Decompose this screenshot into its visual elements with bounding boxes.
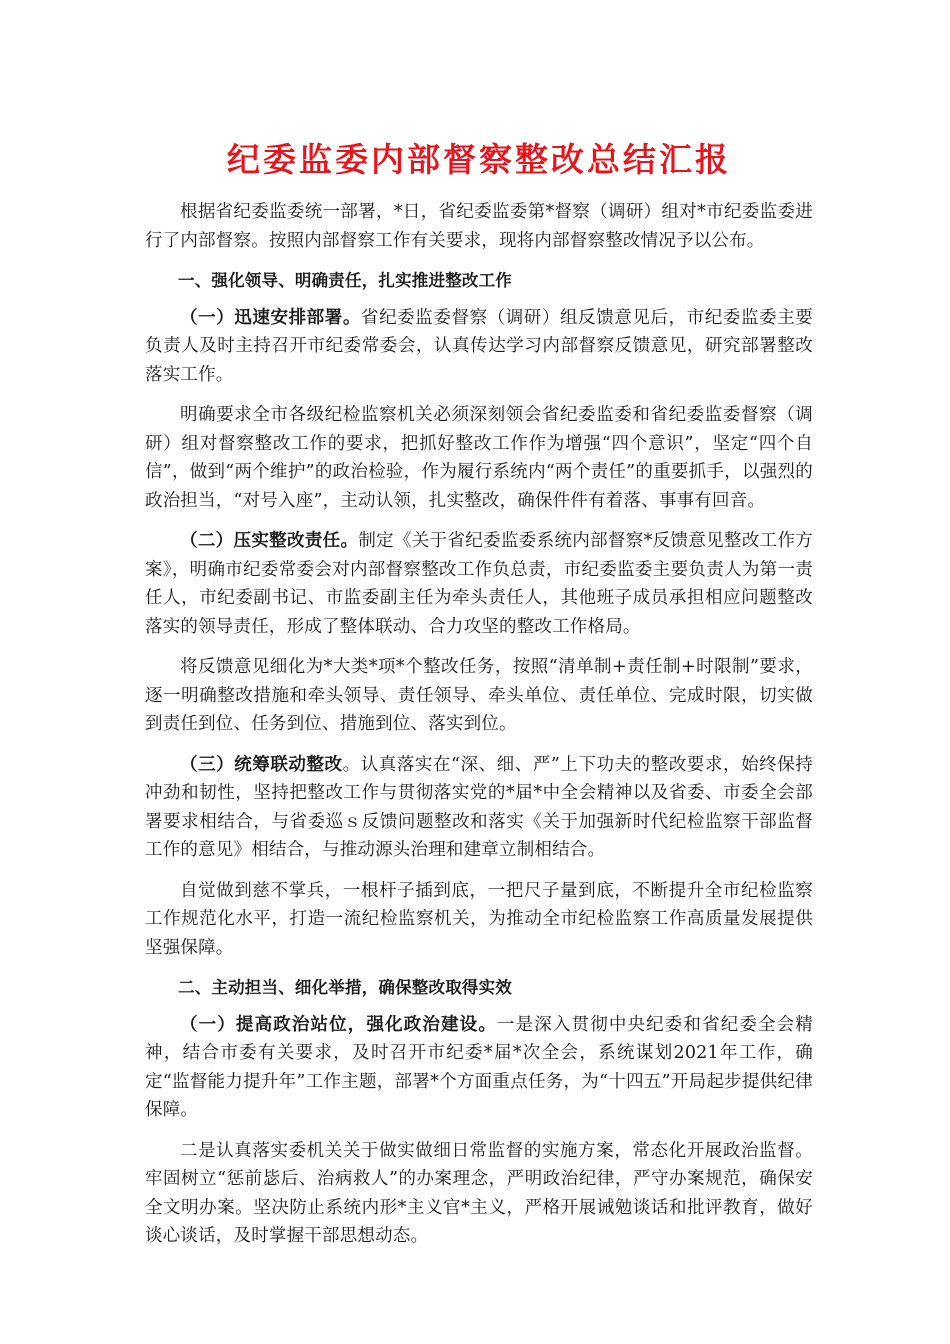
document-page	[145, 130, 813, 1263]
paragraph-text: 省纪委监委督察（调研）组反馈意见后，市纪委监委主要负责人及时主持召开市纪委常委会，认真传达学习内部督察反馈意见，研究部署整改落实工作。	[145, 307, 814, 385]
document-body	[145, 198, 813, 1251]
paragraph-text: 制定《关于省纪委监委系统内部督察*反馈意见整改工作方案》，明确市纪委常委会对内部督察整改工作负总责，市纪委监委主要负责人为第一责任人，市纪委副书记、市监委副主任为牵头责任人，其他班子成员承担相应问题整改落实的领导责任，形成了整体联动、合力攻坚的整改工作格局。	[145, 531, 814, 637]
paragraph-text: 根据省纪委监委统一部署，*日，省纪委监委第*督察（调研）组对*市纪委监委进行了内部督察。按照内部督察工作有关要求，现将内部督察整改情况予以公布。	[145, 202, 813, 251]
paragraph-lead: （三）统筹联动整改	[180, 754, 343, 775]
body-paragraph	[145, 1137, 813, 1251]
body-paragraph	[145, 527, 813, 641]
body-paragraph	[145, 401, 813, 515]
body-paragraph	[145, 304, 813, 390]
body-paragraph	[145, 653, 813, 739]
paragraph-lead: （二）压实整改责任。	[180, 531, 359, 551]
paragraph-lead: （一）提高政治站位，强化政治建设。	[180, 1014, 497, 1035]
paragraph-text: 二是认真落实委机关关于做实做细日常监督的实施方案，常态化开展政治监督。牢固树立“惩前毖后、治病救人”的办案理念，严明政治纪律，严守办案规范，确保安全文明办案。坚决防止系统内形*主义官*主义，严格开展诫勉谈话和批评教育，做好谈心谈话，及时掌握干部思想动态。	[145, 1140, 813, 1246]
body-paragraph	[145, 1011, 813, 1125]
section-heading: 一、强化领导、明确责任，扎实推进整改工作	[178, 271, 512, 290]
section-heading: 二、主动担当、细化举措，确保整改取得实效	[178, 978, 512, 997]
paragraph-text: 。认真落实在“深、细、严”上下功夫的整改要求，始终保持冲劲和韧性，坚持把整改工作与贯彻落实党的*届*中全会精神以及省委、市委全会部署要求相结合，与省委巡ｓ反馈问题整改和落实《关于加强新时代纪检监察干部监督工作的意见》相结合，与推动源头治理和建章立制相结合。	[145, 754, 813, 860]
paragraph-text: 一是深入贯彻中央纪委和省纪委全会精神，结合市委有关要求，及时召开市纪委*届*次全会，系统谋划2021年工作，确定“监督能力提升年”工作主题，部署*个方面重点任务，为“十四五”开局起步提供纪律保障。	[145, 1014, 813, 1120]
body-paragraph	[145, 198, 813, 255]
paragraph-text: 将反馈意见细化为*大类*项*个整改任务，按照“清单制+责任制+时限制”要求，逐一明确整改措施和牵头领导、责任领导、牵头单位、责任单位、完成时限，切实做到责任到位、任务到位、措施到位、落实到位。	[145, 657, 813, 734]
paragraph-text: 自觉做到慈不掌兵，一根杆子插到底，一把尺子量到底，不断提升全市纪检监察工作规范化水平，打造一流纪检监察机关，为推动全市纪检监察工作高质量发展提供坚强保障。	[145, 880, 813, 958]
body-paragraph	[145, 751, 813, 865]
document-title: 纪委监委内部督察整改总结汇报	[227, 140, 731, 179]
body-paragraph	[145, 877, 813, 963]
paragraph-lead: （一）迅速安排部署。	[180, 307, 361, 328]
paragraph-text: 明确要求全市各级纪检监察机关必须深刻领会省纪委监委和省纪委监委督察（调研）组对督察整改工作的要求，把抓好整改工作作为增强“四个意识”，坚定“四个自信”，做到“两个维护”的政治检验，作为履行系统内“两个责任”的重要抓手，以强烈的政治担当，“对号入座”，主动认领，扎实整改，确保件件有着落、事事有回音。	[145, 405, 813, 511]
